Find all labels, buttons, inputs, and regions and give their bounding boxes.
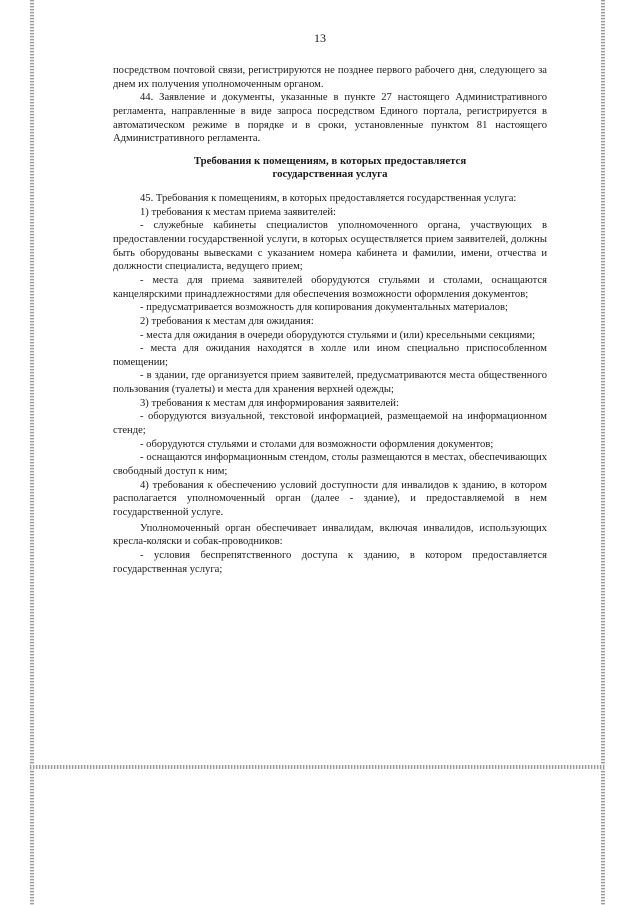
list-item: - служебные кабинеты специалистов уполномоченного органа, участвующих в предоставлении государственной услуги, в которых осуществляется прием заявителей, должны быть оборудованы вывесками с указанием номера кабинета и фамилии, имени, отчества и должности специалиста, ведущего прием;: [113, 220, 547, 273]
list-item: - места для приема заявителей оборудуются стульями и столами, оснащаются канцелярскими принадлежностями для обеспечения возможности оформления документов;: [113, 274, 547, 300]
list-item: - оснащаются информационным стендом, столы размещаются в местах, обеспечивающих свободный доступ к ним;: [113, 452, 547, 478]
list-item: - оборудуются стульями и столами для возможности оформления документов;: [140, 438, 494, 450]
section-heading-line-1: Требования к помещениям, в которых предоставляется: [193, 154, 467, 167]
list-item: - предусматривается возможность для копирования документальных материалов;: [140, 302, 508, 314]
paragraph-44: 44. Заявление и документы, указанные в пункте 27 настоящего Административного регламента, направленные в виде запроса посредством Единого портала, регистрируется в автоматическом режиме в порядке и в сроки, установленные пунктом 81 настоящего Административного регламента.: [113, 92, 547, 145]
paragraph-45: 45. Требования к помещениям, в которых предоставляется государственная услуга:: [140, 192, 517, 204]
section-heading: [113, 155, 547, 182]
list-item: 2) требования к местам для ожидания:: [140, 315, 314, 327]
scan-border-left: [30, 0, 34, 905]
paragraph: Уполномоченный орган обеспечивает инвалидам, включая инвалидов, использующих кресла-коляски и собак-проводников:: [113, 522, 547, 548]
list-item: - места для ожидания находятся в холле или ином специально приспособленном помещении;: [113, 343, 547, 368]
section-heading-line-2: государственная услуга: [272, 168, 388, 181]
document-body: [113, 64, 547, 576]
list-item: 3) требования к местам для информирования заявителей:: [140, 397, 399, 409]
list-item: - в здании, где организуется прием заявителей, предусматриваются места общественного пользования (туалеты) и места для хранения верхней одежды;: [113, 370, 547, 396]
list-item: 4) требования к обеспечению условий доступности для инвалидов к зданию, в котором располагается уполномоченный орган (далее - здание), и предоставляемой в нем государственной услуге.: [113, 479, 547, 519]
list-item: 1) требования к местам приема заявителей:: [140, 206, 337, 218]
list-item: - условия беспрепятственного доступа к зданию, в котором предоставляется государственная услуга;: [113, 550, 547, 575]
list-item: - места для ожидания в очереди оборудуются стульями и (или) кресельными секциями;: [140, 329, 536, 341]
scan-border-bottom: [30, 765, 605, 769]
page-number: 13: [314, 31, 326, 45]
paragraph-continuation: посредством почтовой связи, регистрируются не позднее первого рабочего дня, следующего за днем их получения уполномоченным органом.: [113, 65, 547, 90]
scan-border-right: [601, 0, 605, 905]
list-item: - оборудуются визуальной, текстовой информацией, размещаемой на информационном стенде;: [113, 411, 547, 437]
